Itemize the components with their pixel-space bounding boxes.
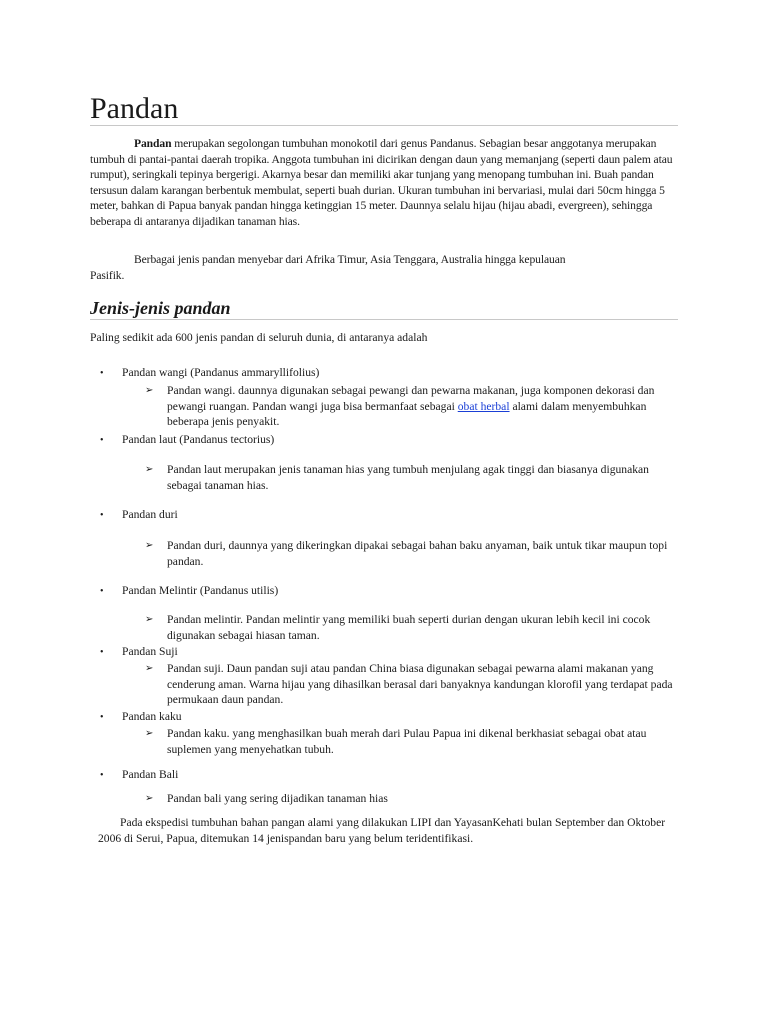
- list-item-label: Pandan kaku: [122, 710, 182, 723]
- arrow-bullet-icon: ➢: [145, 728, 154, 739]
- list-item-description: [145, 383, 685, 430]
- description-text: Pandan melintir. Pandan melintir yang memiliki buah seperti durian dengan ukuran lebih kecil ini cocok digunakan sebagai hiasan taman.: [167, 613, 651, 642]
- list-item-description: [145, 661, 685, 708]
- list-item: [100, 709, 182, 726]
- arrow-bullet-icon: ➢: [145, 793, 154, 804]
- description-text: Pandan laut merupakan jenis tanaman hias yang tumbuh menjulang agak tinggi dan biasanya digunakan sebagai tanaman hias.: [167, 463, 649, 492]
- list-item-description: [145, 791, 685, 807]
- bullet-icon: •: [100, 647, 104, 658]
- arrow-bullet-icon: ➢: [145, 614, 154, 625]
- intro-paragraph: [90, 136, 682, 230]
- list-item-label: Pandan duri: [122, 508, 178, 521]
- closing-paragraph: [98, 815, 688, 846]
- description-text: Pandan kaku. yang menghasilkan buah merah dari Pulau Papua ini dikenal berkhasiat sebagai obat atau suplemen yang menyehatkan tubuh.: [167, 727, 647, 756]
- description-text: Pandan duri, daunnya yang dikeringkan dipakai sebagai bahan baku anyaman, baik untuk tikar maupun topi pandan.: [167, 539, 668, 568]
- list-item-description: [145, 462, 685, 493]
- list-item-description: [145, 726, 685, 757]
- bullet-icon: •: [100, 712, 104, 723]
- bullet-icon: •: [100, 368, 104, 379]
- list-item-label: Pandan wangi (Pandanus ammaryllifolius): [122, 366, 320, 379]
- bullet-icon: •: [100, 435, 104, 446]
- description-text: Pandan suji. Daun pandan suji atau pandan China biasa digunakan sebagai pewarna alami makanan yang cenderung aman. Warna hijau yang dihasilkan berasal dari banyaknya kandungan klorofil yang terdapat pada permukaan daun pandan.: [167, 662, 673, 707]
- list-item: [100, 583, 278, 600]
- intro-text: merupakan segolongan tumbuhan monokotil dari genus Pandanus. Sebagian besar anggotanya merupakan tumbuh di pantai-pantai daerah tropika. Anggota tumbuhan ini dicirikan dengan daun yang memanjang (seperti daun palem atau rumput), seringkali tepinya bergerigi. Akarnya besar dan memiliki akar tunjang yang menopang tumbuhan ini. Buah pandan tersusun dalam karangan berbentuk membulat, seperti buah durian. Ukuran tumbuhan ini bervariasi, mulai dari 50cm hingga 5 meter, bahkan di Papua banyak pandan hingga ketinggian 15 meter. Daunnya selalu hijau (hijau abadi, evergreen), sehingga beberapa di antaranya dijadikan tanaman hias.: [90, 137, 673, 228]
- bullet-icon: •: [100, 510, 104, 521]
- arrow-bullet-icon: ➢: [145, 540, 154, 551]
- title-divider: [90, 125, 678, 126]
- distribution-text: Berbagai jenis pandan menyebar dari Afrika Timur, Asia Tenggara, Australia hingga kepulauan Pasifik.: [90, 253, 566, 282]
- arrow-bullet-icon: ➢: [145, 385, 154, 396]
- description-text: Pandan wangi. daunnya digunakan sebagai pewangi dan pewarna makanan, juga komponen dekorasi dan pewangi ruangan. Pandan wangi juga bisa bermanfaat sebagai: [167, 384, 655, 413]
- obat-herbal-link[interactable]: obat herbal: [457, 399, 510, 413]
- list-item-label: Pandan Suji: [122, 645, 178, 658]
- arrow-bullet-icon: ➢: [145, 464, 154, 475]
- list-item: [100, 644, 178, 661]
- list-item-description: [145, 538, 685, 569]
- list-item: [100, 432, 274, 449]
- distribution-paragraph: [90, 252, 590, 283]
- section-divider: [90, 319, 678, 320]
- closing-text: Pada ekspedisi tumbuhan bahan pangan alami yang dilakukan LIPI dan YayasanKehati bulan September dan Oktober 2006 di Serui, Papua, ditemukan 14 jenispandan baru yang belum teridentifikasi.: [98, 816, 666, 845]
- list-item-label: Pandan laut (Pandanus tectorius): [122, 433, 275, 446]
- description-text: alami dalam menyembuhkan beberapa jenis penyakit.: [167, 399, 647, 429]
- section-heading: Jenis-jenis pandan: [90, 298, 231, 318]
- list-item-description: [145, 612, 685, 643]
- bullet-icon: •: [100, 770, 104, 781]
- description-text: Pandan bali yang sering dijadikan tanaman hias: [167, 792, 388, 805]
- intro-term: Pandan: [134, 137, 172, 150]
- list-item: [100, 767, 178, 784]
- list-item-label: Pandan Bali: [122, 768, 179, 781]
- section-intro: Paling sedikit ada 600 jenis pandan di seluruh dunia, di antaranya adalah: [90, 331, 428, 344]
- list-item-label: Pandan Melintir (Pandanus utilis): [122, 584, 279, 597]
- list-item: [100, 365, 319, 382]
- bullet-icon: •: [100, 586, 104, 597]
- arrow-bullet-icon: ➢: [145, 663, 154, 674]
- page-title: Pandan: [90, 92, 179, 125]
- list-item: [100, 507, 178, 524]
